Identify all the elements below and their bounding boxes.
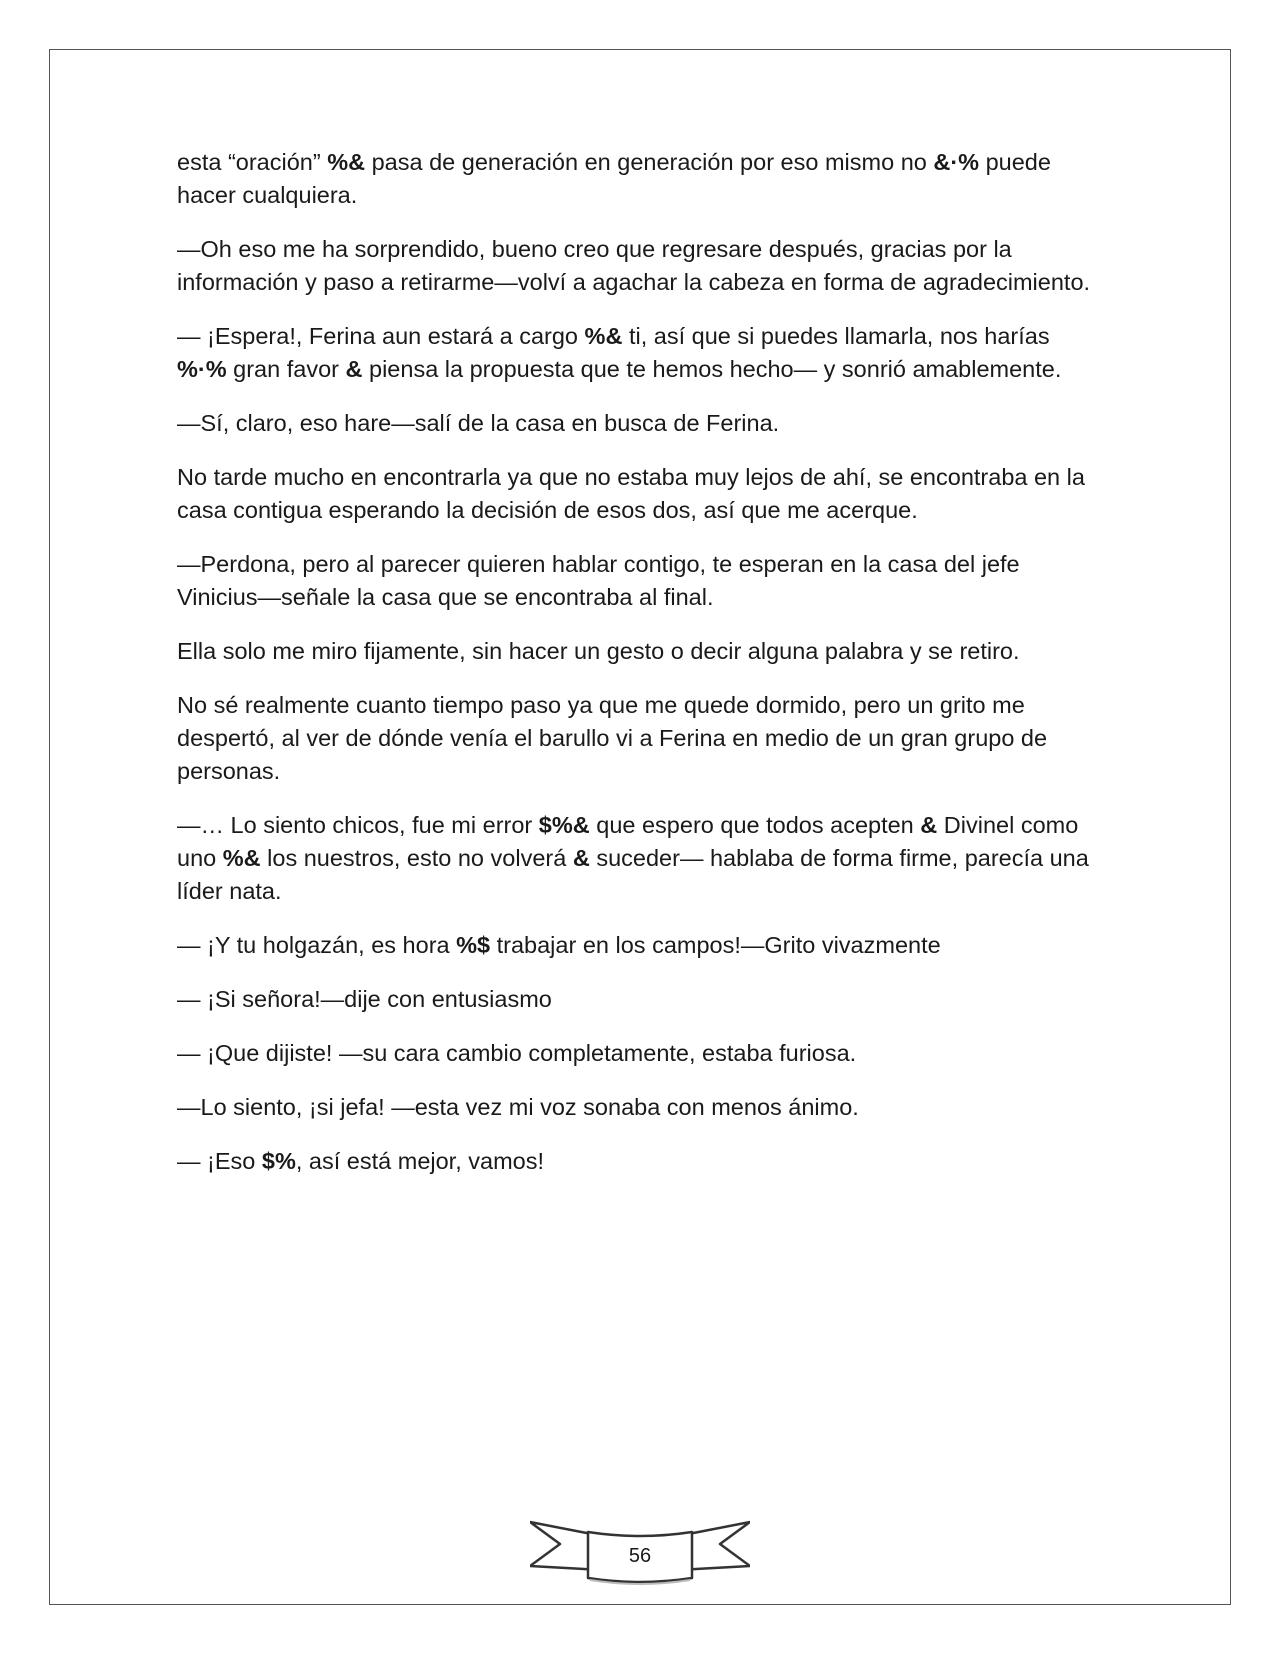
paragraph-text: pasa de generación en generación por eso mismo no [365, 149, 934, 175]
paragraph [177, 407, 1097, 440]
page-number: 56 [628, 1545, 652, 1567]
paragraph-text: esta “oración” [177, 149, 328, 175]
paragraph [177, 320, 1097, 386]
paragraph [177, 1091, 1097, 1124]
paragraph-text: —Sí, claro, eso hare—salí de la casa en busca de Ferina. [177, 410, 780, 436]
paragraph [177, 233, 1097, 299]
bold-symbol-text: $%& [538, 812, 590, 838]
paragraph [177, 983, 1097, 1016]
paragraph-text: —Oh eso me ha sorprendido, bueno creo que regresare después, gracias por la información y paso a retirarme—volví a agachar la cabeza en forma de agradecimiento. [177, 236, 1091, 295]
paragraph [177, 809, 1097, 908]
paragraph-text: ti, así que si puedes llamarla, nos harías [622, 323, 1050, 349]
paragraph-text: trabajar en los campos!—Grito vivazmente [490, 932, 941, 958]
bold-symbol-text: &·% [933, 149, 980, 175]
bold-symbol-text: %$ [456, 932, 491, 958]
bold-symbol-text: & [572, 845, 590, 871]
paragraph [177, 635, 1097, 668]
paragraph [177, 461, 1097, 527]
bold-symbol-text: & [920, 812, 938, 838]
paragraph-text: — ¡Y tu holgazán, es hora [177, 932, 457, 958]
paragraph-text: No tarde mucho en encontrarla ya que no estaba muy lejos de ahí, se encontraba en la casa contigua esperando la decisión de esos dos, así que me acerque. [177, 464, 1085, 523]
paragraph-text: suceder— hablaba de forma firme, parecía una líder nata. [177, 845, 1089, 904]
paragraph [177, 689, 1097, 788]
paragraph-text: , así está mejor, vamos! [295, 1148, 545, 1174]
paragraph-text: que espero que todos acepten [589, 812, 921, 838]
paragraph-text: Ella solo me miro fijamente, sin hacer un gesto o decir alguna palabra y se retiro. [177, 638, 1020, 664]
paragraph-text: puede hacer cualquiera. [177, 149, 1051, 208]
paragraph [177, 1037, 1097, 1070]
paragraph-text: — ¡Espera!, Ferina aun estará a cargo [177, 323, 585, 349]
paragraph-text: — ¡Si señora!—dije con entusiasmo [177, 986, 552, 1012]
paragraph [177, 146, 1097, 212]
bold-symbol-text: & [345, 356, 363, 382]
bold-symbol-text: %& [327, 149, 366, 175]
paragraph-text: —Lo siento, ¡si jefa! —esta vez mi voz sonaba con menos ánimo. [177, 1094, 859, 1120]
paragraph-text: —Perdona, pero al parecer quieren hablar contigo, te esperan en la casa del jefe Vinicius—señale la casa que se encontraba al final. [177, 551, 1020, 610]
paragraph-text: No sé realmente cuanto tiempo paso ya que me quede dormido, pero un grito me despertó, al ver de dónde venía el barullo vi a Ferina en medio de un gran grupo de personas. [177, 692, 1048, 784]
paragraph-text: — ¡Eso [177, 1148, 262, 1174]
paragraph-text: gran favor [226, 356, 346, 382]
bold-symbol-text: %& [222, 845, 261, 871]
paragraph [177, 929, 1097, 962]
paragraph [177, 1145, 1097, 1178]
paragraph-text: piensa la propuesta que te hemos hecho— y sonrió amablemente. [362, 356, 1062, 382]
paragraph-text: Divinel como uno [177, 812, 1079, 871]
bold-symbol-text: %& [584, 323, 623, 349]
paragraph-text: — ¡Que dijiste! —su cara cambio completamente, estaba furiosa. [177, 1040, 857, 1066]
document-body [177, 146, 1097, 1199]
paragraph [177, 548, 1097, 614]
paragraph-text: los nuestros, esto no volverá [260, 845, 573, 871]
paragraph-text: —… Lo siento chicos, fue mi error [177, 812, 539, 838]
bold-symbol-text: %·% [177, 356, 227, 382]
bold-symbol-text: $% [261, 1148, 296, 1174]
